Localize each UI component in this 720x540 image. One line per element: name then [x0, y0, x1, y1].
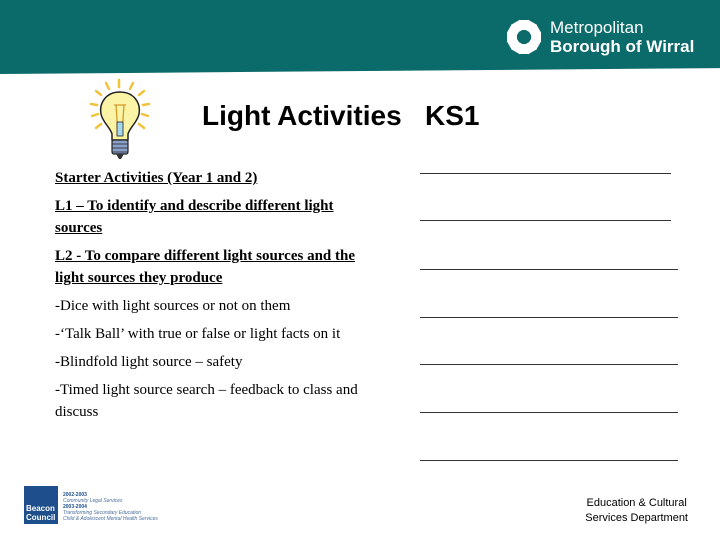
department-label: [585, 496, 688, 526]
answer-line: [420, 317, 678, 318]
dept-line1: Education & Cultural: [586, 497, 687, 509]
objective-l2: L2 - To compare different light sources and the light sources they produce: [55, 248, 356, 286]
dept-line2: Services Department: [585, 512, 688, 524]
beacon-year: 2002-2003: [63, 492, 87, 498]
objective-l1: L1 – To identify and describe different light sources: [55, 198, 334, 236]
answer-line: [420, 269, 678, 270]
answer-line: [420, 460, 678, 461]
beacon-council-badge: Beacon Council: [24, 486, 58, 524]
answer-line: [420, 412, 678, 413]
light-bulb-icon: [86, 78, 158, 166]
activity-item: -Timed light source search – feedback to class and discuss: [55, 382, 358, 420]
beacon-award: Community Legal Services: [63, 498, 123, 504]
answer-line: [420, 173, 671, 174]
beacon-award: Transforming Secondary Education: [63, 510, 142, 516]
starter-heading: Starter Activities (Year 1 and 2): [55, 170, 258, 186]
beacon-year: 2003-2004: [63, 504, 87, 510]
beacon-council-logo: [24, 486, 158, 524]
activity-item: -‘Talk Ball’ with true or false or light facts on it: [55, 326, 341, 342]
activity-item: -Dice with light sources or not on them: [55, 298, 291, 314]
beacon-award: Child & Adolescent Mental Health Services: [63, 516, 158, 522]
page-title: Light Activities KS1: [202, 100, 480, 131]
answer-line: [420, 364, 678, 365]
activity-item: -Blindfold light source – safety: [55, 354, 243, 370]
wirral-logo: [506, 18, 694, 56]
wirral-emblem-icon: [506, 19, 542, 55]
logo-line1: Metropolitan: [550, 18, 644, 37]
activity-list: [55, 167, 375, 429]
answer-line: [420, 220, 671, 221]
logo-line2: Borough of Wirral: [550, 37, 695, 56]
